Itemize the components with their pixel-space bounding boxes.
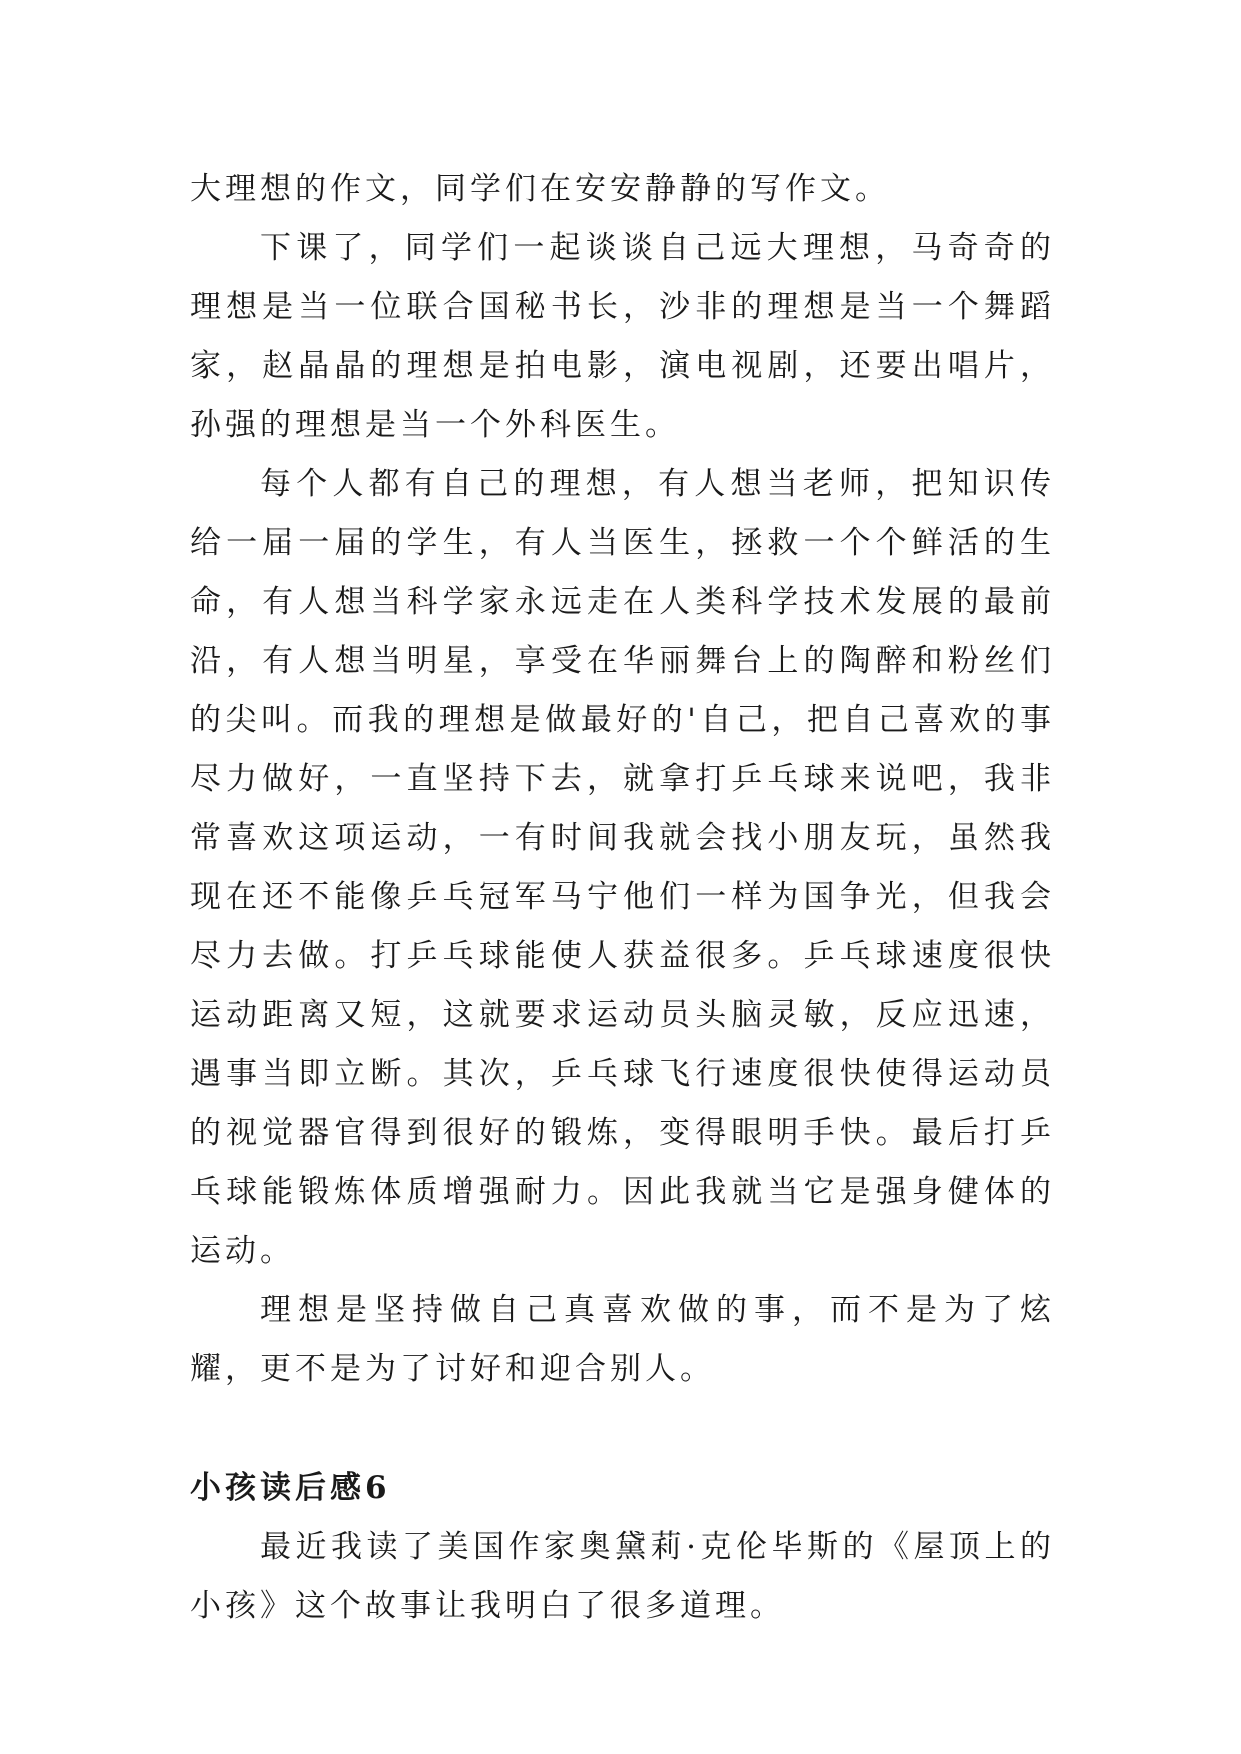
paragraph-ideal-conclusion: 理想是坚持做自己真喜欢做的事，而不是为了炫耀，更不是为了讨好和迎合别人。: [190, 1292, 1055, 1387]
document-page: [190, 160, 1055, 1636]
paragraph-everyone-ideal: 每个人都有自己的理想，有人想当老师，把知识传给一届一届的学生，有人当医生，拯救一个个鲜活的生命，有人想当科学家永远走在人类科学技术发展的最前沿，有人想当明星，享受在华丽舞台上的陶醉和粉丝们的尖叫。而我的理想是做最好的'自己，把自己喜欢的事尽力做好，一直坚持下去，就拿打乒乓球来说吧，我非常喜欢这项运动，一有时间我就会找小朋友玩，虽然我现在还不能像乒乓冠军马宁他们一样为国争光，但我会尽力去做。打乒乓球能使人获益很多。乒乓球速度很快运动距离又短，这就要求运动员头脑灵敏，反应迅速，遇事当即立断。其次，乒乓球飞行速度很快使得运动员的视觉器官得到很好的锻炼，变得眼明手快。最后打乒乓球能锻炼体质增强耐力。因此我就当它是强身健体的运动。: [190, 466, 1055, 1269]
section-title: 小孩读后感6: [190, 1470, 391, 1506]
paragraph-reading-intro: 最近我读了美国作家奥黛莉·克伦毕斯的《屋顶上的小孩》这个故事让我明白了很多道理。: [190, 1529, 1055, 1624]
paragraph-continuation: 大理想的作文，同学们在安安静静的写作文。: [190, 171, 890, 207]
paragraph-after-class: 下课了，同学们一起谈谈自己远大理想，马奇奇的理想是当一位联合国秘书长，沙非的理想是当一个舞蹈家，赵晶晶的理想是拍电影，演电视剧，还要出唱片，孙强的理想是当一个外科医生。: [190, 230, 1055, 443]
